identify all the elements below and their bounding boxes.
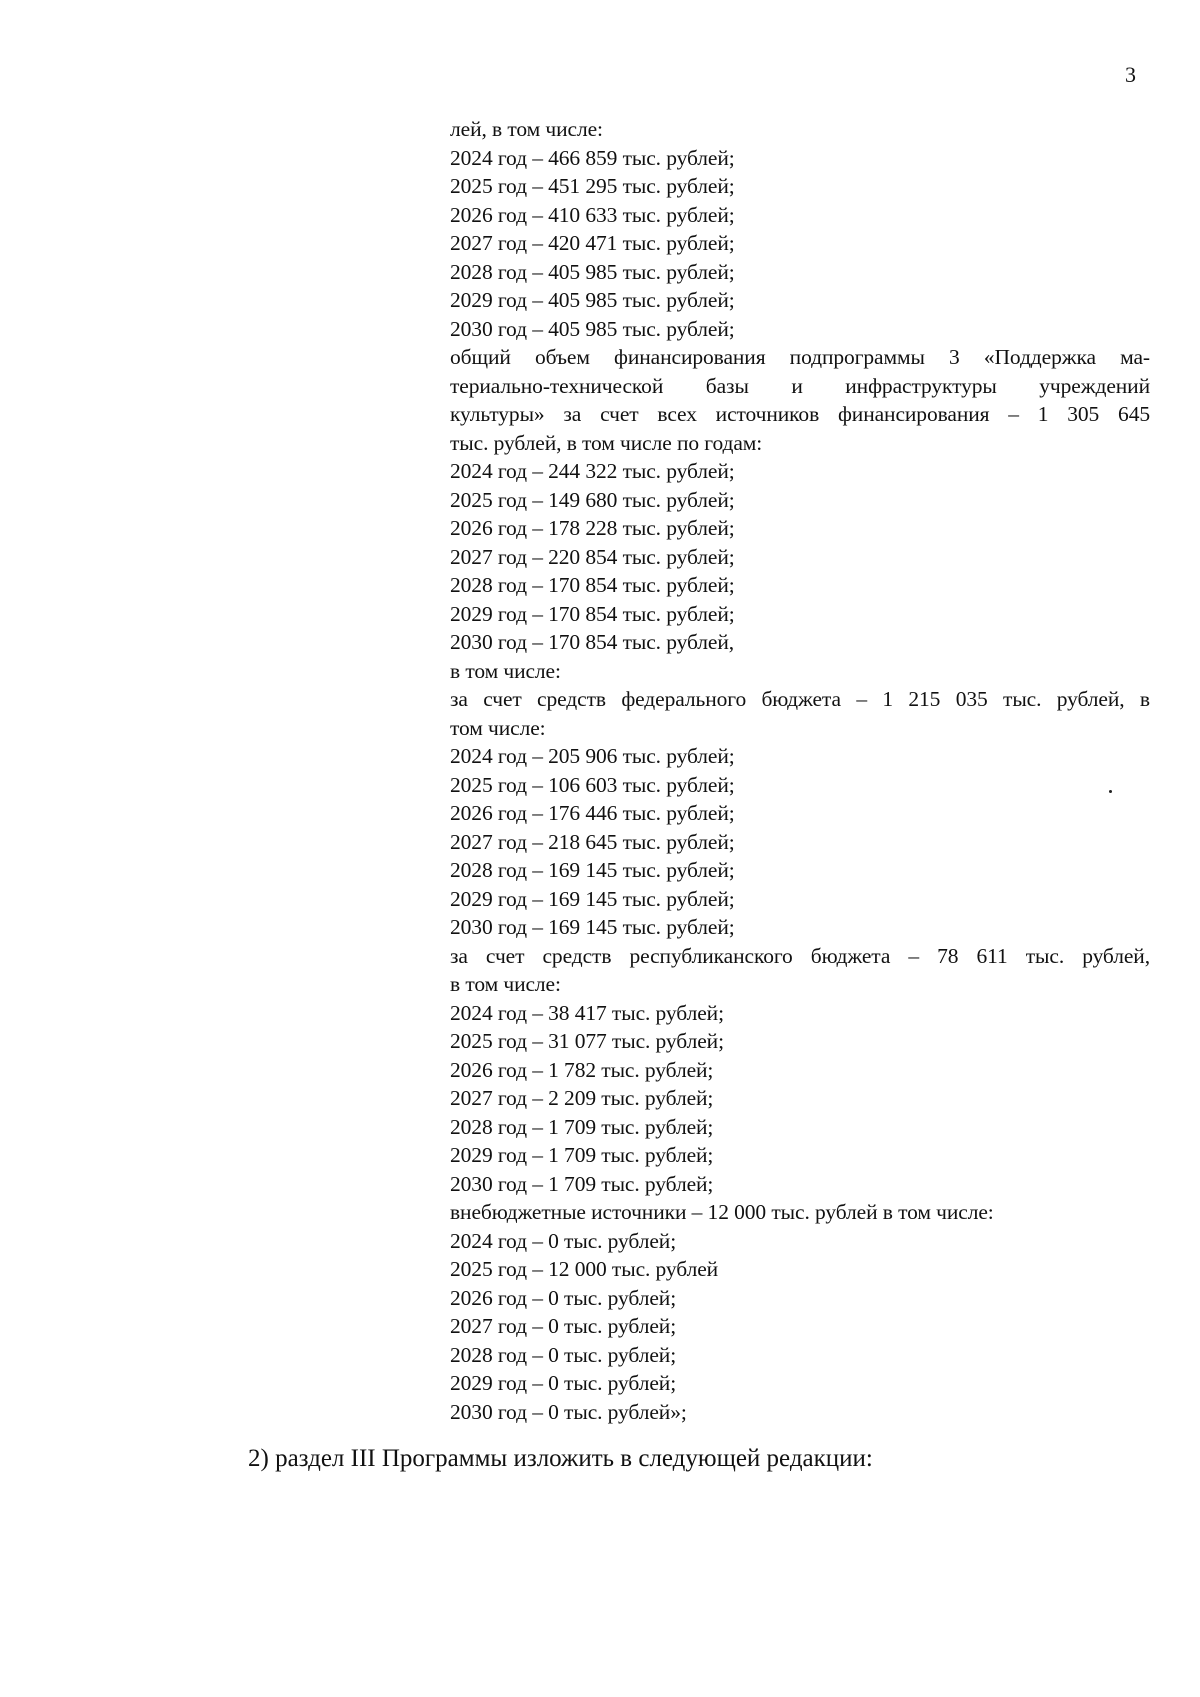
text-line: 2029 год – 405 985 тыс. рублей; — [450, 288, 735, 312]
text-line: 2024 год – 38 417 тыс. рублей; — [450, 1000, 724, 1025]
text-line: 2024 год – 244 322 тыс. рублей; — [450, 459, 735, 483]
text-line: 2028 год – 405 985 тыс. рублей; — [450, 259, 735, 284]
text-line: 2028 год – 0 тыс. рублей; — [450, 1342, 677, 1367]
text-line: 2030 год – 1 709 тыс. рублей; — [450, 1171, 714, 1196]
text-line: 2026 год – 178 228 тыс. рублей; — [450, 516, 735, 540]
text-line: 2030 год – 169 145 тыс. рублей; — [450, 915, 735, 939]
text-line: тыс. рублей, в том числе по годам: — [450, 430, 763, 455]
text-line: 2030 год – 405 985 тыс. рублей; — [450, 316, 735, 341]
text-line: в том числе: — [450, 658, 561, 683]
text-line: 2024 год – 205 906 тыс. рублей; — [450, 744, 735, 768]
text-line: 2026 год – 176 446 тыс. рублей; — [450, 801, 735, 825]
text-line: лей, в том числе: — [450, 117, 603, 141]
scan-speck — [1109, 790, 1112, 793]
text-line: 2027 год – 0 тыс. рублей; — [450, 1314, 677, 1338]
text-line: 2029 год – 169 145 тыс. рублей; — [450, 886, 735, 911]
text-line: 2024 год – 0 тыс. рублей; — [450, 1228, 677, 1253]
text-line: 2025 год – 149 680 тыс. рублей; — [450, 487, 735, 512]
text-line: культуры» за счет всех источников финансирования – 1 305 645 — [450, 402, 1150, 426]
text-line: 2028 год – 170 854 тыс. рублей; — [450, 573, 735, 597]
amendment-instruction: 2) раздел III Программы изложить в следующей редакции: — [248, 1445, 873, 1472]
text-line: 2029 год – 170 854 тыс. рублей; — [450, 601, 735, 626]
text-line: 2027 год – 2 209 тыс. рублей; — [450, 1086, 714, 1110]
text-line: том числе: — [450, 715, 546, 740]
text-line: 2029 год – 0 тыс. рублей; — [450, 1371, 677, 1395]
text-line: за счет средств республиканского бюджета – 78 611 тыс. рублей, — [450, 943, 1150, 968]
text-line: 2027 год – 220 854 тыс. рублей; — [450, 544, 735, 569]
text-line: 2025 год – 31 077 тыс. рублей; — [450, 1029, 724, 1053]
text-line: в том числе: — [450, 972, 561, 996]
text-line: 2027 год – 218 645 тыс. рублей; — [450, 829, 735, 854]
text-line: 2024 год – 466 859 тыс. рублей; — [450, 145, 735, 170]
text-line: 2030 год – 0 тыс. рублей»; — [450, 1399, 687, 1424]
text-line: внебюджетные источники – 12 000 тыс. рублей в том числе: — [450, 1200, 994, 1224]
text-line: териально-технической базы и инфраструктуры учреждений — [450, 373, 1150, 398]
text-line: общий объем финансирования подпрограммы 3 «Поддержка ма- — [450, 345, 1150, 369]
text-line: 2030 год – 170 854 тыс. рублей, — [450, 630, 735, 654]
text-line: 2028 год – 169 145 тыс. рублей; — [450, 858, 735, 882]
text-line: 2026 год – 1 782 тыс. рублей; — [450, 1057, 714, 1082]
text-line: 2028 год – 1 709 тыс. рублей; — [450, 1114, 714, 1139]
text-line: 2029 год – 1 709 тыс. рублей; — [450, 1143, 714, 1167]
text-line: за счет средств федерального бюджета – 1 215 035 тыс. рублей, в — [450, 687, 1150, 711]
text-line: 2026 год – 410 633 тыс. рублей; — [450, 202, 735, 227]
text-line: 2025 год – 451 295 тыс. рублей; — [450, 174, 735, 198]
text-line: 2025 год – 106 603 тыс. рублей; — [450, 772, 735, 797]
text-line: 2027 год – 420 471 тыс. рублей; — [450, 231, 735, 255]
page-number: 3 — [1125, 62, 1136, 87]
financing-text-block — [450, 115, 1150, 1426]
text-line: 2025 год – 12 000 тыс. рублей — [450, 1257, 719, 1281]
text-line: 2026 год – 0 тыс. рублей; — [450, 1285, 677, 1310]
